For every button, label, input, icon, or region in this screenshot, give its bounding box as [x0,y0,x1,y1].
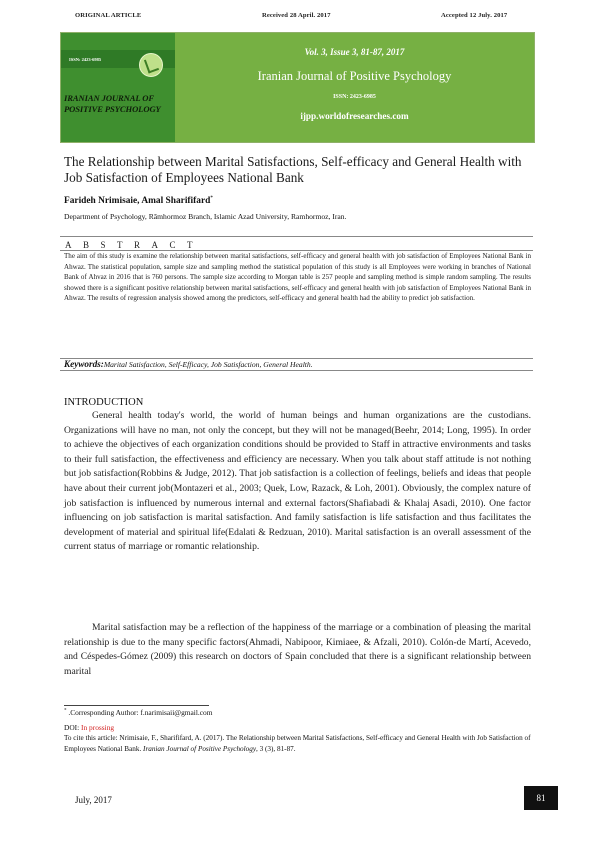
journal-logo [61,33,175,142]
journal-issn: ISSN: 2423-6985 [333,94,376,100]
citation-text: To cite this article: Nrimisaie, F., Sharififard, A. (2017). The Relationship between Marital Satisfactions, Self-efficacy and General Health with Job Satisfaction of Employees National Bank. [64,734,531,753]
citation-journal: Iranian Journal of Positive Psychology [143,744,257,753]
leaf-icon [139,53,163,77]
doi-line [64,723,114,732]
paragraph-2: Marital satisfaction may be a reflection of the happiness of the marriage or a combination of pleasing the marital relationship is due to the many specific factors(Ahmadi, Nabipoor, Kimiaee, & Afzali, 2010). Colón-de Martí, Acevedo, and Céspedes-Gómez (2009) this research on doctors of Spain concluded that there is a significant relationship between marital [64,622,531,677]
doi-label: DOI: [64,723,82,732]
section-heading: INTRODUCTION [64,397,144,408]
volume-info: Vol. 3, Issue 3, 81-87, 2017 [304,47,405,57]
author-names: Farideh Nrimisaie, Amal Sharififard [64,196,211,207]
abstract-top-rule [60,236,533,237]
keywords-label: Keywords: [64,359,104,369]
keywords [64,359,531,369]
received-date: Received 28 April. 2017 [262,12,331,19]
journal-website[interactable]: ijpp.worldofresearches.com [300,111,409,121]
footer-date: July, 2017 [75,795,112,805]
article-type: ORIGINAL ARTICLE [75,12,142,19]
footnote-rule [64,705,209,706]
corresponding-mark: * [210,196,213,201]
logo-title: IRANIAN JOURNAL OF POSITIVE PSYCHOLOGY [64,93,161,114]
paragraph-1: General health today's world, the world of human beings and human organizations are the custodians. Organizations will have no man, not only the concept, but they will not be managed(Beehr, 2014; Long, 1995). In order to achieve the objectives of each organization conditions should be provided to Staff in attractive environments and tasks to their full satisfaction, the effectiveness and efficiency are necessary. When you talk about staff attitude is not nothing but job satisfaction(Robbins & Judge, 2012). That job satisfaction is a collection of feelings, beliefs and ideas that people have about their current job(Montazeri et al., 2003; Quek, Low, Razack, & Loh, 2001). Obviously, the complex nature of job satisfaction is influenced by numerous internal and external factors(Shafiabadi & Khalaj Asadi, 2010). One factor influencing on job satisfaction is marital satisfaction. And family satisfaction is life satisfaction and thus facilitates the development of material and spiritual life(Edalati & Redzuan, 2010). Marital satisfaction is an overall assessment of the current status of marriage or romantic relationship. [64,410,531,553]
abstract-heading: ABSTRACT [65,240,205,250]
logo-issn: ISSN: 2423-6985 [69,57,102,62]
authors [64,196,213,206]
banner-info [175,33,534,142]
accepted-date: Accepted 12 July. 2017 [441,12,508,19]
journal-name: Iranian Journal of Positive Psychology [257,69,452,83]
page-number: 81 [524,786,558,810]
keywords-bottom-rule [60,370,533,371]
journal-banner [60,32,535,143]
citation [64,733,532,754]
affiliation: Department of Psychology, Rāmhormoz Branch, Islamic Azad University, Ramhormoz, Iran. [64,212,347,221]
corresponding-author [64,708,213,717]
keywords-list: Marital Satisfaction, Self-Efficacy, Job Satisfaction, General Health. [103,360,313,369]
doi-value: In prossing [81,723,115,732]
corresponding-email[interactable]: .Corresponding Author: f.narimisaii@gmail.com [68,708,213,717]
citation-tail: , 3 (3), 81-87. [256,744,296,753]
footnote-mark: * [64,708,67,714]
abstract-text: The aim of this study is examine the relationship between marital satisfactions, self-efficacy and general health with job satisfaction of Employees National Bank in Ahwaz. The statistical population, sample size and sampling method the statistical population of this study is all Employees were working in branches of National Bank of Ahvaz in 2016 that is 760 persons. The sample size according to Morgan table is 257 people and sampling method is simple random sampling. The results showed there is a significant positive relationship between marital satisfactions, self-efficacy and general health with job satisfaction of Employees National Bank in Ahwaz. The results of regression analysis showed among the predictors, self-efficacy and general health had the ability to predict job satisfaction. [64,252,531,303]
article-title: The Relationship between Marital Satisfactions, Self-efficacy and General Health with Job Satisfaction of Employees National Bank [64,154,522,185]
